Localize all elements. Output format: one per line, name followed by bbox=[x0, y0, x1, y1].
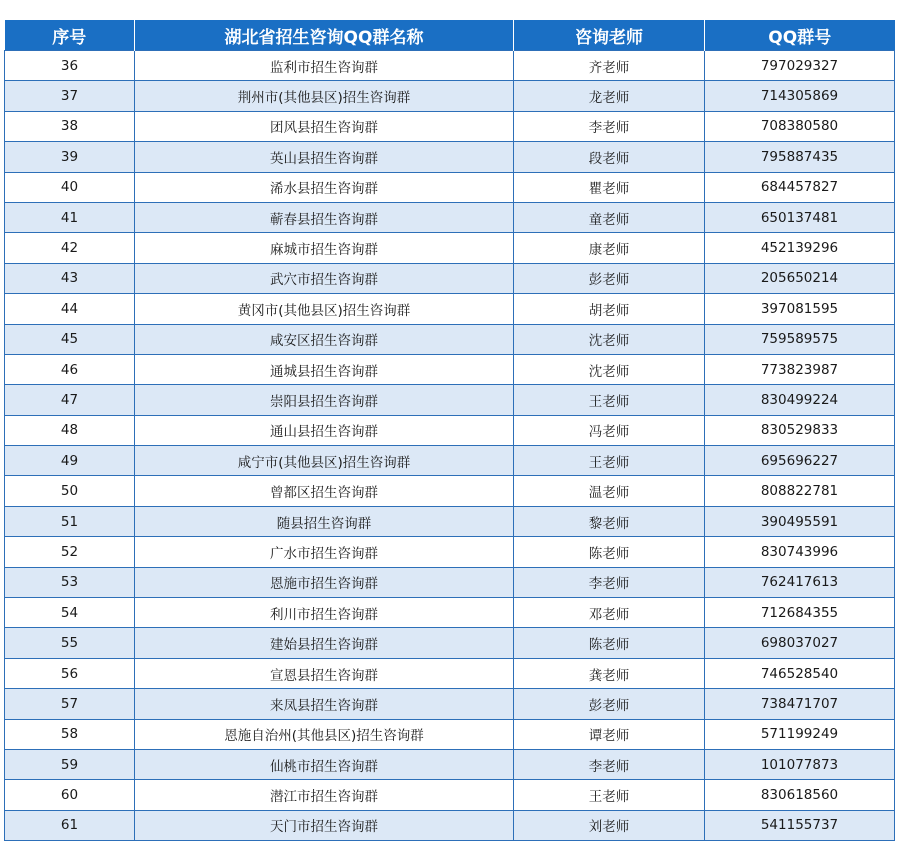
cell-index: 44 bbox=[5, 294, 135, 324]
cell-qq-number: 695696227 bbox=[705, 446, 895, 476]
cell-group-name: 麻城市招生咨询群 bbox=[135, 233, 514, 263]
cell-qq-number: 712684355 bbox=[705, 598, 895, 628]
table-row bbox=[5, 294, 895, 324]
cell-index: 47 bbox=[5, 385, 135, 415]
table-row bbox=[5, 567, 895, 597]
cell-qq-number: 797029327 bbox=[705, 51, 895, 81]
cell-qq-number: 684457827 bbox=[705, 172, 895, 202]
cell-index: 59 bbox=[5, 749, 135, 779]
table-row bbox=[5, 233, 895, 263]
cell-group-name: 浠水县招生咨询群 bbox=[135, 172, 514, 202]
cell-index: 58 bbox=[5, 719, 135, 749]
cell-qq-number: 541155737 bbox=[705, 810, 895, 840]
cell-teacher: 李老师 bbox=[514, 111, 705, 141]
cell-index: 61 bbox=[5, 810, 135, 840]
cell-group-name: 曾都区招生咨询群 bbox=[135, 476, 514, 506]
cell-qq-number: 452139296 bbox=[705, 233, 895, 263]
cell-group-name: 荆州市(其他县区)招生咨询群 bbox=[135, 81, 514, 111]
cell-qq-number: 795887435 bbox=[705, 142, 895, 172]
cell-teacher: 陈老师 bbox=[514, 537, 705, 567]
table-row bbox=[5, 51, 895, 81]
cell-group-name: 仙桃市招生咨询群 bbox=[135, 749, 514, 779]
cell-group-name: 宣恩县招生咨询群 bbox=[135, 658, 514, 688]
cell-group-name: 利川市招生咨询群 bbox=[135, 598, 514, 628]
cell-index: 46 bbox=[5, 354, 135, 384]
cell-group-name: 通城县招生咨询群 bbox=[135, 354, 514, 384]
cell-index: 55 bbox=[5, 628, 135, 658]
cell-qq-number: 708380580 bbox=[705, 111, 895, 141]
cell-teacher: 胡老师 bbox=[514, 294, 705, 324]
table-row bbox=[5, 719, 895, 749]
cell-qq-number: 698037027 bbox=[705, 628, 895, 658]
cell-qq-number: 830743996 bbox=[705, 537, 895, 567]
cell-index: 39 bbox=[5, 142, 135, 172]
table-row bbox=[5, 81, 895, 111]
cell-index: 43 bbox=[5, 263, 135, 293]
cell-teacher: 齐老师 bbox=[514, 51, 705, 81]
cell-group-name: 来凤县招生咨询群 bbox=[135, 689, 514, 719]
cell-teacher: 王老师 bbox=[514, 385, 705, 415]
cell-qq-number: 746528540 bbox=[705, 658, 895, 688]
table-row bbox=[5, 506, 895, 536]
cell-group-name: 随县招生咨询群 bbox=[135, 506, 514, 536]
table-header bbox=[5, 20, 895, 51]
cell-group-name: 武穴市招生咨询群 bbox=[135, 263, 514, 293]
qq-group-table-container bbox=[4, 20, 894, 841]
cell-qq-number: 762417613 bbox=[705, 567, 895, 597]
table-row bbox=[5, 749, 895, 779]
cell-qq-number: 205650214 bbox=[705, 263, 895, 293]
table-row bbox=[5, 263, 895, 293]
cell-teacher: 王老师 bbox=[514, 446, 705, 476]
cell-teacher: 沈老师 bbox=[514, 324, 705, 354]
cell-group-name: 黄冈市(其他县区)招生咨询群 bbox=[135, 294, 514, 324]
cell-index: 37 bbox=[5, 81, 135, 111]
cell-teacher: 冯老师 bbox=[514, 415, 705, 445]
table-row bbox=[5, 598, 895, 628]
cell-group-name: 英山县招生咨询群 bbox=[135, 142, 514, 172]
cell-index: 57 bbox=[5, 689, 135, 719]
cell-index: 48 bbox=[5, 415, 135, 445]
cell-qq-number: 830529833 bbox=[705, 415, 895, 445]
cell-qq-number: 397081595 bbox=[705, 294, 895, 324]
table-row bbox=[5, 689, 895, 719]
cell-index: 51 bbox=[5, 506, 135, 536]
cell-group-name: 恩施市招生咨询群 bbox=[135, 567, 514, 597]
cell-teacher: 王老师 bbox=[514, 780, 705, 810]
cell-qq-number: 390495591 bbox=[705, 506, 895, 536]
cell-index: 54 bbox=[5, 598, 135, 628]
cell-group-name: 监利市招生咨询群 bbox=[135, 51, 514, 81]
cell-teacher: 邓老师 bbox=[514, 598, 705, 628]
cell-index: 40 bbox=[5, 172, 135, 202]
cell-index: 60 bbox=[5, 780, 135, 810]
cell-index: 56 bbox=[5, 658, 135, 688]
cell-teacher: 康老师 bbox=[514, 233, 705, 263]
cell-index: 41 bbox=[5, 202, 135, 232]
table-row bbox=[5, 172, 895, 202]
cell-qq-number: 571199249 bbox=[705, 719, 895, 749]
header-row bbox=[5, 20, 895, 51]
table-row bbox=[5, 415, 895, 445]
table-row bbox=[5, 446, 895, 476]
header-qq-number: QQ群号 bbox=[705, 20, 895, 51]
cell-qq-number: 650137481 bbox=[705, 202, 895, 232]
table-row bbox=[5, 658, 895, 688]
cell-index: 38 bbox=[5, 111, 135, 141]
cell-teacher: 段老师 bbox=[514, 142, 705, 172]
cell-teacher: 童老师 bbox=[514, 202, 705, 232]
cell-index: 45 bbox=[5, 324, 135, 354]
cell-qq-number: 714305869 bbox=[705, 81, 895, 111]
cell-qq-number: 738471707 bbox=[705, 689, 895, 719]
cell-group-name: 团风县招生咨询群 bbox=[135, 111, 514, 141]
cell-teacher: 谭老师 bbox=[514, 719, 705, 749]
table-row bbox=[5, 385, 895, 415]
cell-teacher: 刘老师 bbox=[514, 810, 705, 840]
cell-index: 42 bbox=[5, 233, 135, 263]
cell-teacher: 瞿老师 bbox=[514, 172, 705, 202]
cell-teacher: 彭老师 bbox=[514, 263, 705, 293]
cell-group-name: 崇阳县招生咨询群 bbox=[135, 385, 514, 415]
cell-teacher: 龙老师 bbox=[514, 81, 705, 111]
table-row bbox=[5, 780, 895, 810]
table-row bbox=[5, 537, 895, 567]
cell-index: 50 bbox=[5, 476, 135, 506]
cell-group-name: 潜江市招生咨询群 bbox=[135, 780, 514, 810]
cell-index: 49 bbox=[5, 446, 135, 476]
header-index: 序号 bbox=[5, 20, 135, 51]
table-row bbox=[5, 354, 895, 384]
cell-group-name: 广水市招生咨询群 bbox=[135, 537, 514, 567]
cell-teacher: 李老师 bbox=[514, 567, 705, 597]
cell-group-name: 恩施自治州(其他县区)招生咨询群 bbox=[135, 719, 514, 749]
cell-group-name: 咸宁市(其他县区)招生咨询群 bbox=[135, 446, 514, 476]
cell-qq-number: 101077873 bbox=[705, 749, 895, 779]
cell-qq-number: 808822781 bbox=[705, 476, 895, 506]
table-row bbox=[5, 324, 895, 354]
cell-teacher: 陈老师 bbox=[514, 628, 705, 658]
header-group-name: 湖北省招生咨询QQ群名称 bbox=[135, 20, 514, 51]
qq-group-table bbox=[4, 20, 895, 841]
table-row bbox=[5, 628, 895, 658]
cell-group-name: 天门市招生咨询群 bbox=[135, 810, 514, 840]
cell-group-name: 蕲春县招生咨询群 bbox=[135, 202, 514, 232]
cell-teacher: 沈老师 bbox=[514, 354, 705, 384]
cell-group-name: 建始县招生咨询群 bbox=[135, 628, 514, 658]
cell-qq-number: 759589575 bbox=[705, 324, 895, 354]
cell-index: 52 bbox=[5, 537, 135, 567]
cell-group-name: 通山县招生咨询群 bbox=[135, 415, 514, 445]
cell-teacher: 龚老师 bbox=[514, 658, 705, 688]
table-row bbox=[5, 810, 895, 840]
cell-index: 36 bbox=[5, 51, 135, 81]
cell-qq-number: 830618560 bbox=[705, 780, 895, 810]
cell-qq-number: 830499224 bbox=[705, 385, 895, 415]
cell-teacher: 李老师 bbox=[514, 749, 705, 779]
cell-group-name: 咸安区招生咨询群 bbox=[135, 324, 514, 354]
header-teacher: 咨询老师 bbox=[514, 20, 705, 51]
table-row bbox=[5, 202, 895, 232]
cell-teacher: 黎老师 bbox=[514, 506, 705, 536]
cell-teacher: 温老师 bbox=[514, 476, 705, 506]
table-row bbox=[5, 142, 895, 172]
cell-teacher: 彭老师 bbox=[514, 689, 705, 719]
table-row bbox=[5, 111, 895, 141]
table-row bbox=[5, 476, 895, 506]
cell-index: 53 bbox=[5, 567, 135, 597]
cell-qq-number: 773823987 bbox=[705, 354, 895, 384]
table-body bbox=[5, 51, 895, 841]
